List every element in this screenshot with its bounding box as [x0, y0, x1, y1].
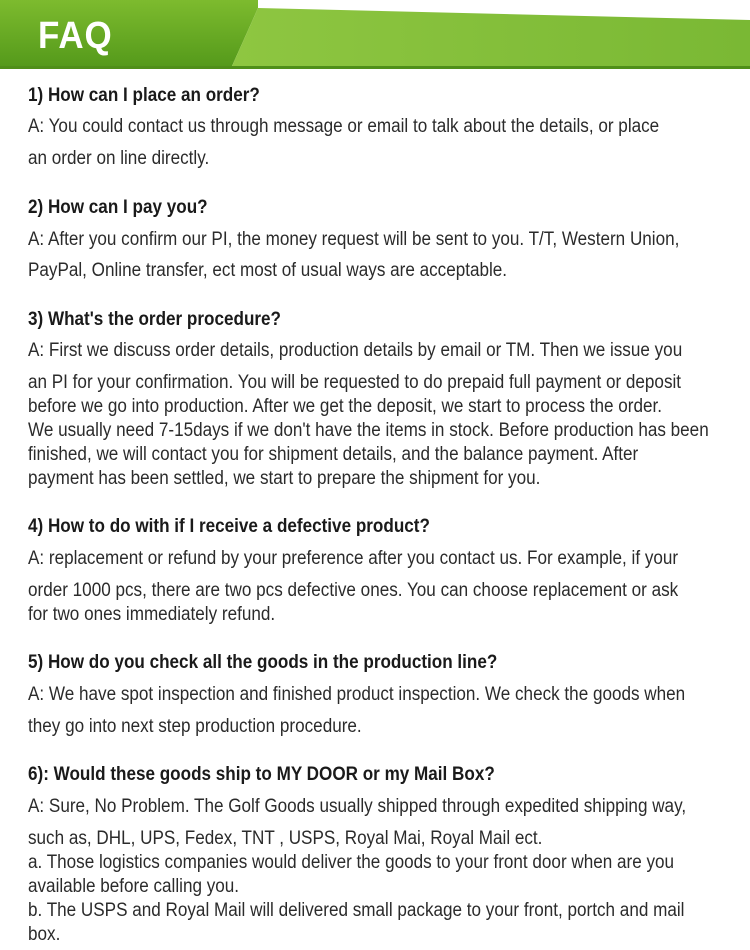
faq-question-1: 1) How can I place an order?	[28, 85, 260, 106]
faq-answer-5-line-1: A: We have spot inspection and finished product inspection. We check the goods when	[28, 684, 686, 705]
faq-answer-4-line-2: order 1000 pcs, there are two pcs defective ones. You can choose replacement or ask	[28, 580, 679, 601]
faq-answer-2-line-1: A: After you confirm our PI, the money request will be sent to you. T/T, Western Union,	[28, 229, 680, 250]
faq-answer-2-line-2: PayPal, Online transfer, ect most of usual ways are acceptable.	[28, 260, 508, 281]
faq-answer-3-line-1: A: First we discuss order details, production details by email or TM. Then we issue you	[28, 340, 683, 361]
faq-question-4: 4) How to do with if I receive a defective product?	[28, 516, 430, 537]
faq-question-3: 3) What's the order procedure?	[28, 309, 282, 330]
faq-answer-6-line-5: b. The USPS and Royal Mail will delivered small package to your front, portch and mail	[28, 900, 685, 921]
faq-question-6: 6): Would these goods ship to MY DOOR or my Mail Box?	[28, 764, 495, 785]
faq-answer-6-line-6: box.	[28, 924, 61, 945]
faq-question-2: 2) How can I pay you?	[28, 197, 208, 218]
faq-banner	[0, 0, 750, 70]
faq-answer-3-line-4: We usually need 7-15days if we don't have the items in stock. Before production has been	[28, 420, 709, 441]
faq-answer-3-line-3: before we go into production. After we get the deposit, we start to process the order.	[28, 396, 663, 417]
faq-answer-6-line-1: A: Sure, No Problem. The Golf Goods usually shipped through expedited shipping way,	[28, 796, 687, 817]
faq-answer-3-line-2: an PI for your confirmation. You will be requested to do prepaid full payment or deposit	[28, 372, 682, 393]
page-title: FAQ	[38, 15, 113, 57]
faq-answer-1-line-1: A: You could contact us through message or email to talk about the details, or place	[28, 116, 660, 137]
faq-answer-6-line-4: available before calling you.	[28, 876, 240, 897]
faq-answer-3-line-5: finished, we will contact you for shipment details, and the balance payment. After	[28, 444, 639, 465]
faq-question-5: 5) How do you check all the goods in the production line?	[28, 652, 498, 673]
faq-answer-3-line-6: payment has been settled, we start to prepare the shipment for you.	[28, 468, 541, 489]
faq-answer-6-line-3: a. Those logistics companies would deliver the goods to your front door when are you	[28, 852, 675, 873]
faq-answer-6-line-2: such as, DHL, UPS, Fedex, TNT , USPS, Royal Mai, Royal Mail ect.	[28, 828, 543, 849]
faq-answer-1-line-2: an order on line directly.	[28, 148, 210, 169]
faq-answer-5-line-2: they go into next step production procedure.	[28, 716, 362, 737]
faq-answer-4-line-3: for two ones immediately refund.	[28, 604, 276, 625]
faq-answer-4-line-1: A: replacement or refund by your preference after you contact us. For example, if your	[28, 548, 679, 569]
